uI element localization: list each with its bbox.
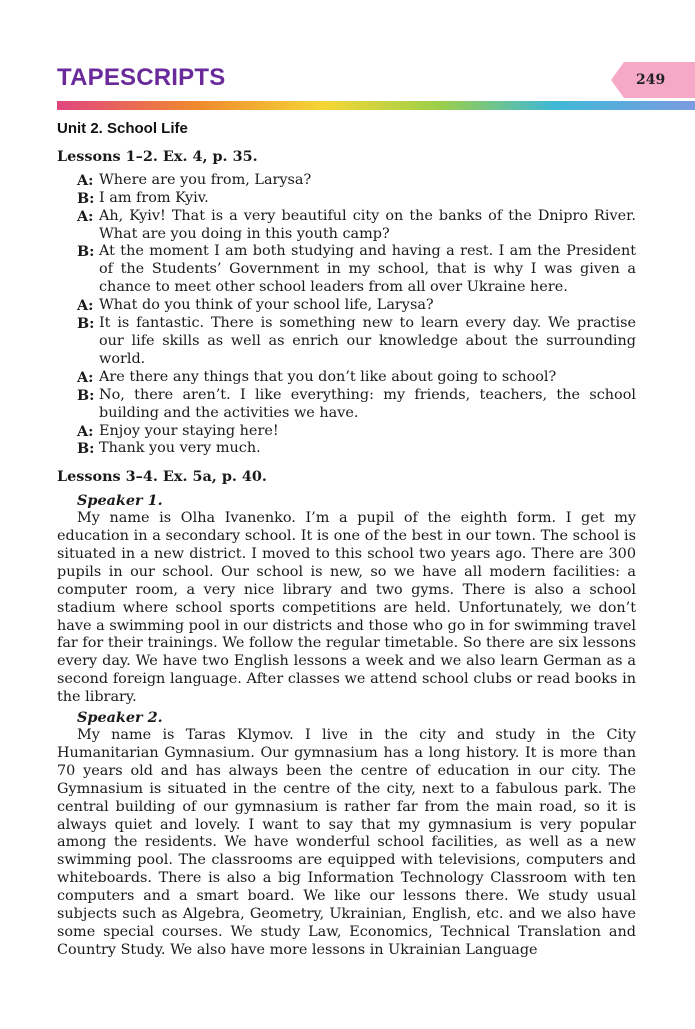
dialog-line: [57, 369, 636, 387]
dialog-text: Thank you very much.: [99, 440, 261, 457]
dialog-line: [57, 172, 636, 190]
dialog-text: Enjoy your staying here!: [99, 422, 279, 439]
dialog-line: [57, 387, 636, 423]
dialog-line: [57, 297, 636, 315]
speaker-tag: B:: [77, 386, 95, 404]
dialog-text: I am from Kyiv.: [99, 189, 209, 206]
speaker-tag: B:: [77, 243, 95, 261]
page-number: 249: [636, 72, 666, 88]
dialog-line: [57, 208, 636, 244]
speaker-label: Speaker 1.: [77, 492, 163, 510]
page-title: TAPESCRIPTS: [57, 64, 226, 91]
monologue-text: My name is Taras Klymov. I live in the city and study in the City Humanitarian Gymnasium. Our gymnasium has a long history. It is more than 70 years old and has always been the centre of education in our city. The Gymnasium is situated in the centre of the city, next to a fabulous park. The central building of our gymnasium is rather far from the main road, so it is always quiet and lovely. I want to say that my gymnasium is very popular among the residents. We have wonderful school facilities, as well as a new swimming pool. The classrooms are equipped with televisions, computers and whiteboards. There is also a big Information Technology Classroom with ten computers and a smart board. We like our lessons there. We study usual subjects such as Algebra, Geometry, Ukrainian, English, etc. and we also have some special courses. We study Law, Economics, Technical Translation and Country Study. We also have more lessons in Ukrainian Language: [57, 727, 636, 958]
speaker-tag: B:: [77, 315, 95, 333]
lesson-heading: Lessons 3–4. Ex. 5a, p. 40.: [57, 468, 267, 486]
dialog-text: Are there any things that you don’t like about going to school?: [99, 368, 557, 385]
dialog-text: At the moment I am both studying and having a rest. I am the President of the Students’ Government in my school, that is why I was given a chance to meet other school leaders from all over Ukraine here.: [99, 243, 636, 296]
speaker-tag: A:: [77, 207, 94, 225]
speaker-tag: A:: [77, 171, 94, 189]
dialog-text: Where are you from, Larysa?: [99, 171, 312, 188]
dialog-line: [57, 315, 636, 369]
speaker-tag: A:: [77, 422, 94, 440]
speaker-tag: A:: [77, 368, 94, 386]
dialog-line: [57, 243, 636, 297]
unit-title: Unit 2. School Life: [57, 120, 188, 137]
rainbow-divider: [57, 101, 695, 110]
dialog: [57, 172, 636, 459]
page-content: [57, 120, 636, 960]
dialog-text: It is fantastic. There is something new to learn every day. We practise our life skills as well as enrich our knowledge about the surrounding world.: [99, 315, 636, 367]
lesson-heading: Lessons 1–2. Ex. 4, p. 35.: [57, 147, 258, 165]
speaker-tag: A:: [77, 297, 94, 315]
dialog-text: No, there aren’t. I like everything: my friends, teachers, the school building and the activities we have.: [99, 386, 636, 421]
dialog-text: What do you think of your school life, Larysa?: [99, 297, 434, 314]
dialog-line: [57, 440, 636, 458]
dialog-line: [57, 423, 636, 441]
speaker-label: Speaker 2.: [77, 709, 163, 727]
dialog-text: Ah, Kyiv! That is a very beautiful city on the banks of the Dnipro River. What are you doing in this youth camp?: [99, 207, 636, 242]
speaker-tag: B:: [77, 440, 95, 458]
monologue-text: My name is Olha Ivanenko. I’m a pupil of the eighth form. I get my education in a secondary school. It is one of the best in our town. The school is situated in a new district. I moved to this school two years ago. There are 300 pupils in our school. Our school is new, so we have all modern facilities: a computer room, a very nice library and two gyms. There is also a school stadium where school sports competitions are held. Unfortunately, we don’t have a swimming pool in our districts and those who go in for swimming travel far for their trainings. We follow the regular timetable. So there are six lessons every day. We have two English lessons a week and we also learn German as a second foreign language. After classes we attend school clubs or read books in the library.: [57, 510, 636, 706]
dialog-line: [57, 190, 636, 208]
speaker-tag: B:: [77, 189, 95, 207]
